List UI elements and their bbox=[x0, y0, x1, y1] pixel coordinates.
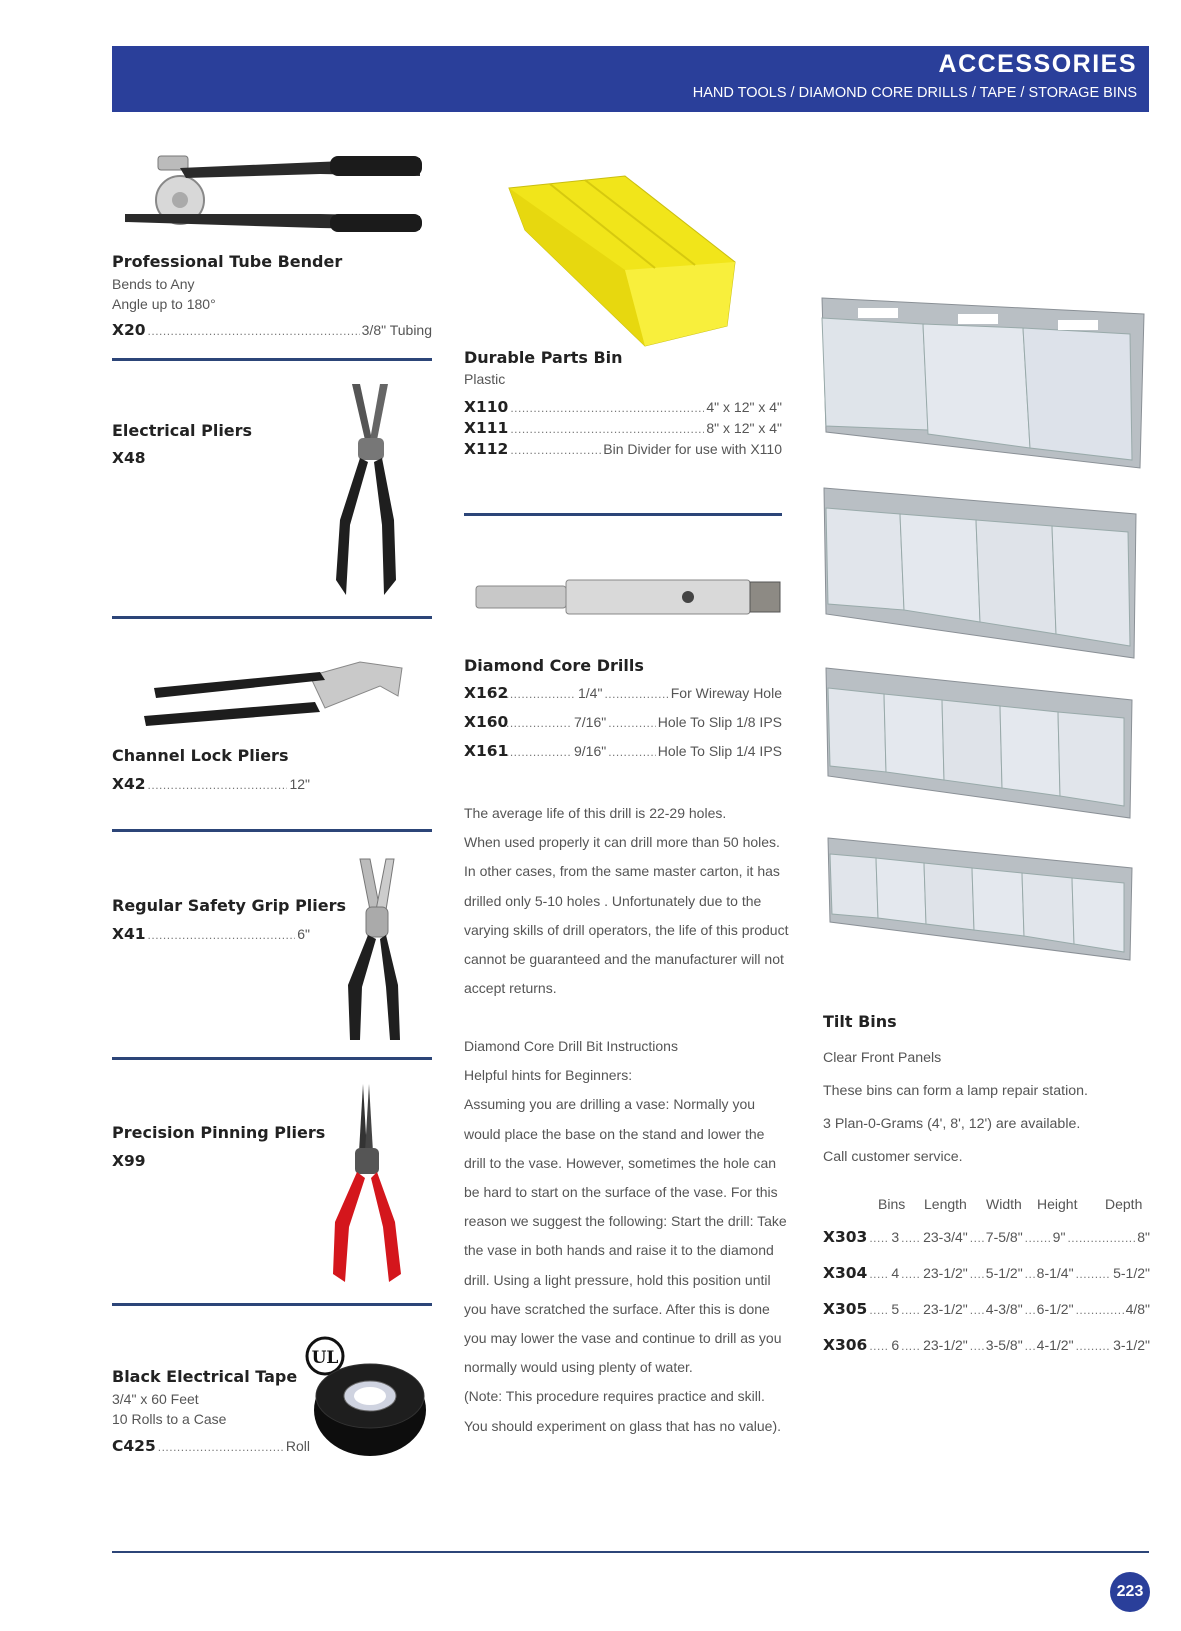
paragraph-line: drill to the vase. However, sometimes the hole can bbox=[464, 1154, 777, 1171]
cell-height: 8-1/4" bbox=[1036, 1265, 1074, 1281]
leader-dots bbox=[970, 1231, 984, 1245]
paragraph-line: you may lower the vase and continue to drill as you bbox=[464, 1330, 782, 1347]
electrical-pliers-image bbox=[330, 380, 405, 602]
precision-pliers-image bbox=[325, 1082, 410, 1287]
channel-lock-order-row bbox=[112, 775, 310, 793]
ul-listed-icon bbox=[300, 1330, 430, 1460]
leader-dots bbox=[901, 1231, 921, 1245]
drill-life-paragraph bbox=[464, 799, 794, 1003]
paragraph-line: reason we suggest the following: Start the drill: Take bbox=[464, 1213, 787, 1230]
cell-width: 7-5/8" bbox=[985, 1229, 1023, 1245]
electrical-pliers-code: X48 bbox=[112, 449, 146, 467]
paragraph-line: drill. Using a light pressure, hold this position until bbox=[464, 1271, 771, 1288]
parts-bin-title: Durable Parts Bin bbox=[464, 348, 623, 367]
col-header-width: Width bbox=[986, 1196, 1022, 1212]
safety-grip-pliers-image bbox=[340, 855, 410, 1045]
leader-dots bbox=[1025, 1267, 1035, 1281]
paragraph-line: would place the base on the stand and lower the bbox=[464, 1125, 765, 1142]
drill-size: 9/16" bbox=[574, 743, 607, 759]
paragraph-line: Helpful hints for Beginners: bbox=[464, 1067, 633, 1084]
drill-use: Hole To Slip 1/8 IPS bbox=[657, 714, 782, 730]
cell-length: 23-1/2" bbox=[923, 1265, 968, 1281]
drill-instructions-paragraph bbox=[464, 1032, 794, 1441]
drill-row bbox=[464, 742, 782, 771]
paragraph-line: cannot be guaranteed and the manufacturer will not bbox=[464, 951, 784, 968]
paragraph-line: the vase in both hands and raise it to the diamond bbox=[464, 1242, 774, 1259]
leader-dots bbox=[158, 1440, 284, 1454]
leader-dots bbox=[604, 687, 668, 701]
divider bbox=[112, 829, 432, 832]
leader-dots bbox=[1025, 1339, 1035, 1353]
cell-bins: 3 bbox=[891, 1229, 900, 1245]
product-code: X306 bbox=[823, 1336, 868, 1354]
product-spec: 8" x 12" x 4" bbox=[706, 420, 782, 436]
leader-dots bbox=[901, 1339, 921, 1353]
parts-bin-row bbox=[464, 419, 782, 440]
paragraph-line: In other cases, from the same master carton, it has bbox=[464, 863, 780, 880]
leader-dots bbox=[970, 1339, 984, 1353]
leader-dots bbox=[970, 1267, 984, 1281]
section-subtitle: HAND TOOLS / DIAMOND CORE DRILLS / TAPE / STORAGE BINS bbox=[692, 85, 1137, 101]
header-banner bbox=[112, 46, 1149, 112]
cell-length: 23-1/2" bbox=[923, 1337, 968, 1353]
table-row bbox=[823, 1264, 1150, 1300]
leader-dots bbox=[510, 422, 704, 436]
product-spec: Bin Divider for use with X110 bbox=[603, 441, 782, 457]
table-row bbox=[823, 1228, 1150, 1264]
footer-rule bbox=[112, 1551, 1149, 1553]
section-title: ACCESSORIES bbox=[938, 50, 1137, 78]
leader-dots bbox=[608, 745, 656, 759]
cell-length: 23-3/4" bbox=[923, 1229, 968, 1245]
drill-row bbox=[464, 713, 782, 742]
drills-list bbox=[464, 684, 782, 771]
col-header-bins: Bins bbox=[878, 1196, 906, 1212]
tilt-bins-table bbox=[823, 1228, 1150, 1372]
tube-bender-image bbox=[120, 148, 435, 238]
leader-dots bbox=[1076, 1339, 1112, 1353]
parts-bin-row bbox=[464, 440, 782, 461]
product-code: C425 bbox=[112, 1437, 156, 1455]
paragraph-line: accept returns. bbox=[464, 980, 557, 997]
drill-size: 7/16" bbox=[574, 714, 607, 730]
product-code: X112 bbox=[464, 440, 509, 458]
product-code: X110 bbox=[464, 398, 509, 416]
paragraph-line: normally would using plenty of water. bbox=[464, 1359, 693, 1376]
cell-height: 6-1/2" bbox=[1036, 1301, 1074, 1317]
leader-dots bbox=[148, 324, 360, 338]
cell-depth: 4/8" bbox=[1125, 1301, 1150, 1317]
leader-dots bbox=[510, 401, 704, 415]
cell-width: 5-1/2" bbox=[985, 1265, 1023, 1281]
product-code: X303 bbox=[823, 1228, 868, 1246]
col-header-depth: Depth bbox=[1105, 1196, 1143, 1212]
product-spec: 4" x 12" x 4" bbox=[706, 399, 782, 415]
table-row bbox=[823, 1336, 1150, 1372]
leader-dots bbox=[970, 1303, 984, 1317]
diamond-core-drill-image bbox=[472, 578, 784, 618]
divider bbox=[464, 513, 782, 516]
tube-bender-title: Professional Tube Bender bbox=[112, 252, 343, 271]
leader-dots bbox=[506, 716, 572, 730]
product-code: X160 bbox=[464, 713, 509, 731]
channel-lock-title: Channel Lock Pliers bbox=[112, 746, 289, 765]
product-code: X304 bbox=[823, 1264, 868, 1282]
leader-dots bbox=[1025, 1231, 1051, 1245]
divider bbox=[112, 1057, 432, 1060]
drills-title: Diamond Core Drills bbox=[464, 656, 644, 675]
parts-bin-list bbox=[464, 398, 782, 461]
parts-bin-row bbox=[464, 398, 782, 419]
paragraph-line: The average life of this drill is 22-29 holes. bbox=[464, 805, 727, 821]
product-code: X111 bbox=[464, 419, 509, 437]
leader-dots bbox=[1067, 1231, 1135, 1245]
channel-lock-pliers-image bbox=[140, 656, 405, 726]
safety-grip-title: Regular Safety Grip Pliers bbox=[112, 896, 347, 915]
leader-dots bbox=[148, 928, 296, 942]
tape-order-row bbox=[112, 1437, 310, 1455]
col-header-height: Height bbox=[1037, 1196, 1078, 1212]
cell-depth: 3-1/2" bbox=[1113, 1337, 1150, 1353]
product-code: X162 bbox=[464, 684, 509, 702]
leader-dots bbox=[869, 1303, 889, 1317]
tape-title: Black Electrical Tape bbox=[112, 1367, 298, 1386]
paragraph-line: When used properly it can drill more than 50 holes. bbox=[464, 834, 780, 851]
divider bbox=[112, 1303, 432, 1306]
drill-use: Hole To Slip 1/4 IPS bbox=[657, 743, 782, 759]
tube-bender-desc-1: Bends to Any bbox=[112, 276, 195, 292]
divider bbox=[112, 616, 432, 619]
leader-dots bbox=[869, 1231, 889, 1245]
tape-desc-2: 10 Rolls to a Case bbox=[112, 1411, 227, 1427]
tilt-bins-line: Call customer service. bbox=[823, 1149, 963, 1165]
leader-dots bbox=[869, 1267, 889, 1281]
col-header-length: Length bbox=[924, 1196, 967, 1212]
paragraph-line: You should experiment on glass that has no value). bbox=[464, 1417, 782, 1434]
page-number: 223 bbox=[1110, 1572, 1150, 1612]
leader-dots bbox=[608, 716, 656, 730]
tube-bender-desc-2: Angle up to 180° bbox=[112, 296, 216, 312]
leader-dots bbox=[510, 443, 601, 457]
drill-use: For Wireway Hole bbox=[670, 685, 782, 701]
tilt-bins-title: Tilt Bins bbox=[823, 1012, 897, 1031]
parts-bin-image bbox=[505, 170, 745, 350]
tilt-bins-images bbox=[818, 288, 1148, 968]
paragraph-line: (Note: This procedure requires practice and skill. bbox=[464, 1388, 765, 1405]
cell-depth: 8" bbox=[1137, 1229, 1150, 1245]
cell-width: 4-3/8" bbox=[985, 1301, 1023, 1317]
leader-dots bbox=[506, 687, 576, 701]
cell-bins: 5 bbox=[891, 1301, 900, 1317]
cell-width: 3-5/8" bbox=[985, 1337, 1023, 1353]
cell-bins: 6 bbox=[891, 1337, 900, 1353]
leader-dots bbox=[901, 1303, 921, 1317]
paragraph-line: Assuming you are drilling a vase: Normally you bbox=[464, 1096, 756, 1113]
leader-dots bbox=[1025, 1303, 1035, 1317]
product-code: X20 bbox=[112, 321, 146, 339]
product-spec: 12" bbox=[289, 776, 310, 792]
precision-pliers-title: Precision Pinning Pliers bbox=[112, 1123, 326, 1142]
tilt-bins-line: These bins can form a lamp repair station. bbox=[823, 1083, 1088, 1099]
drill-row bbox=[464, 684, 782, 713]
tilt-bins-line: 3 Plan-0-Grams (4', 8', 12') are available. bbox=[823, 1116, 1081, 1132]
electrical-pliers-title: Electrical Pliers bbox=[112, 421, 253, 440]
cell-depth: 5-1/2" bbox=[1113, 1265, 1150, 1281]
safety-grip-order-row bbox=[112, 925, 310, 943]
precision-pliers-code: X99 bbox=[112, 1152, 146, 1170]
paragraph-line: be hard to start on the surface of the vase. For this bbox=[464, 1184, 778, 1201]
leader-dots bbox=[901, 1267, 921, 1281]
cell-length: 23-1/2" bbox=[923, 1301, 968, 1317]
leader-dots bbox=[148, 778, 288, 792]
leader-dots bbox=[1076, 1303, 1124, 1317]
product-spec: Roll bbox=[285, 1438, 310, 1454]
divider bbox=[112, 358, 432, 361]
parts-bin-subtitle: Plastic bbox=[464, 371, 506, 387]
cell-bins: 4 bbox=[891, 1265, 900, 1281]
leader-dots bbox=[506, 745, 572, 759]
product-code: X161 bbox=[464, 742, 509, 760]
leader-dots bbox=[869, 1339, 889, 1353]
leader-dots bbox=[1076, 1267, 1112, 1281]
table-row bbox=[823, 1300, 1150, 1336]
tape-desc-1: 3/4" x 60 Feet bbox=[112, 1391, 199, 1407]
drill-size: 1/4" bbox=[578, 685, 603, 701]
paragraph-line: Diamond Core Drill Bit Instructions bbox=[464, 1038, 678, 1054]
cell-height: 9" bbox=[1052, 1229, 1066, 1245]
product-spec: 6" bbox=[297, 926, 310, 942]
product-spec: 3/8" Tubing bbox=[361, 322, 432, 338]
product-code: X41 bbox=[112, 925, 146, 943]
paragraph-line: varying skills of drill operators, the life of this product bbox=[464, 921, 789, 938]
product-code: X305 bbox=[823, 1300, 868, 1318]
ul-logo-text: UL bbox=[311, 1348, 339, 1368]
paragraph-line: you have scratched the surface. After this is done bbox=[464, 1300, 770, 1317]
product-code: X42 bbox=[112, 775, 146, 793]
tube-bender-order-row bbox=[112, 321, 432, 339]
cell-height: 4-1/2" bbox=[1036, 1337, 1074, 1353]
paragraph-line: drilled only 5-10 holes . Unfortunately due to the bbox=[464, 892, 762, 909]
tilt-bins-line: Clear Front Panels bbox=[823, 1050, 942, 1066]
